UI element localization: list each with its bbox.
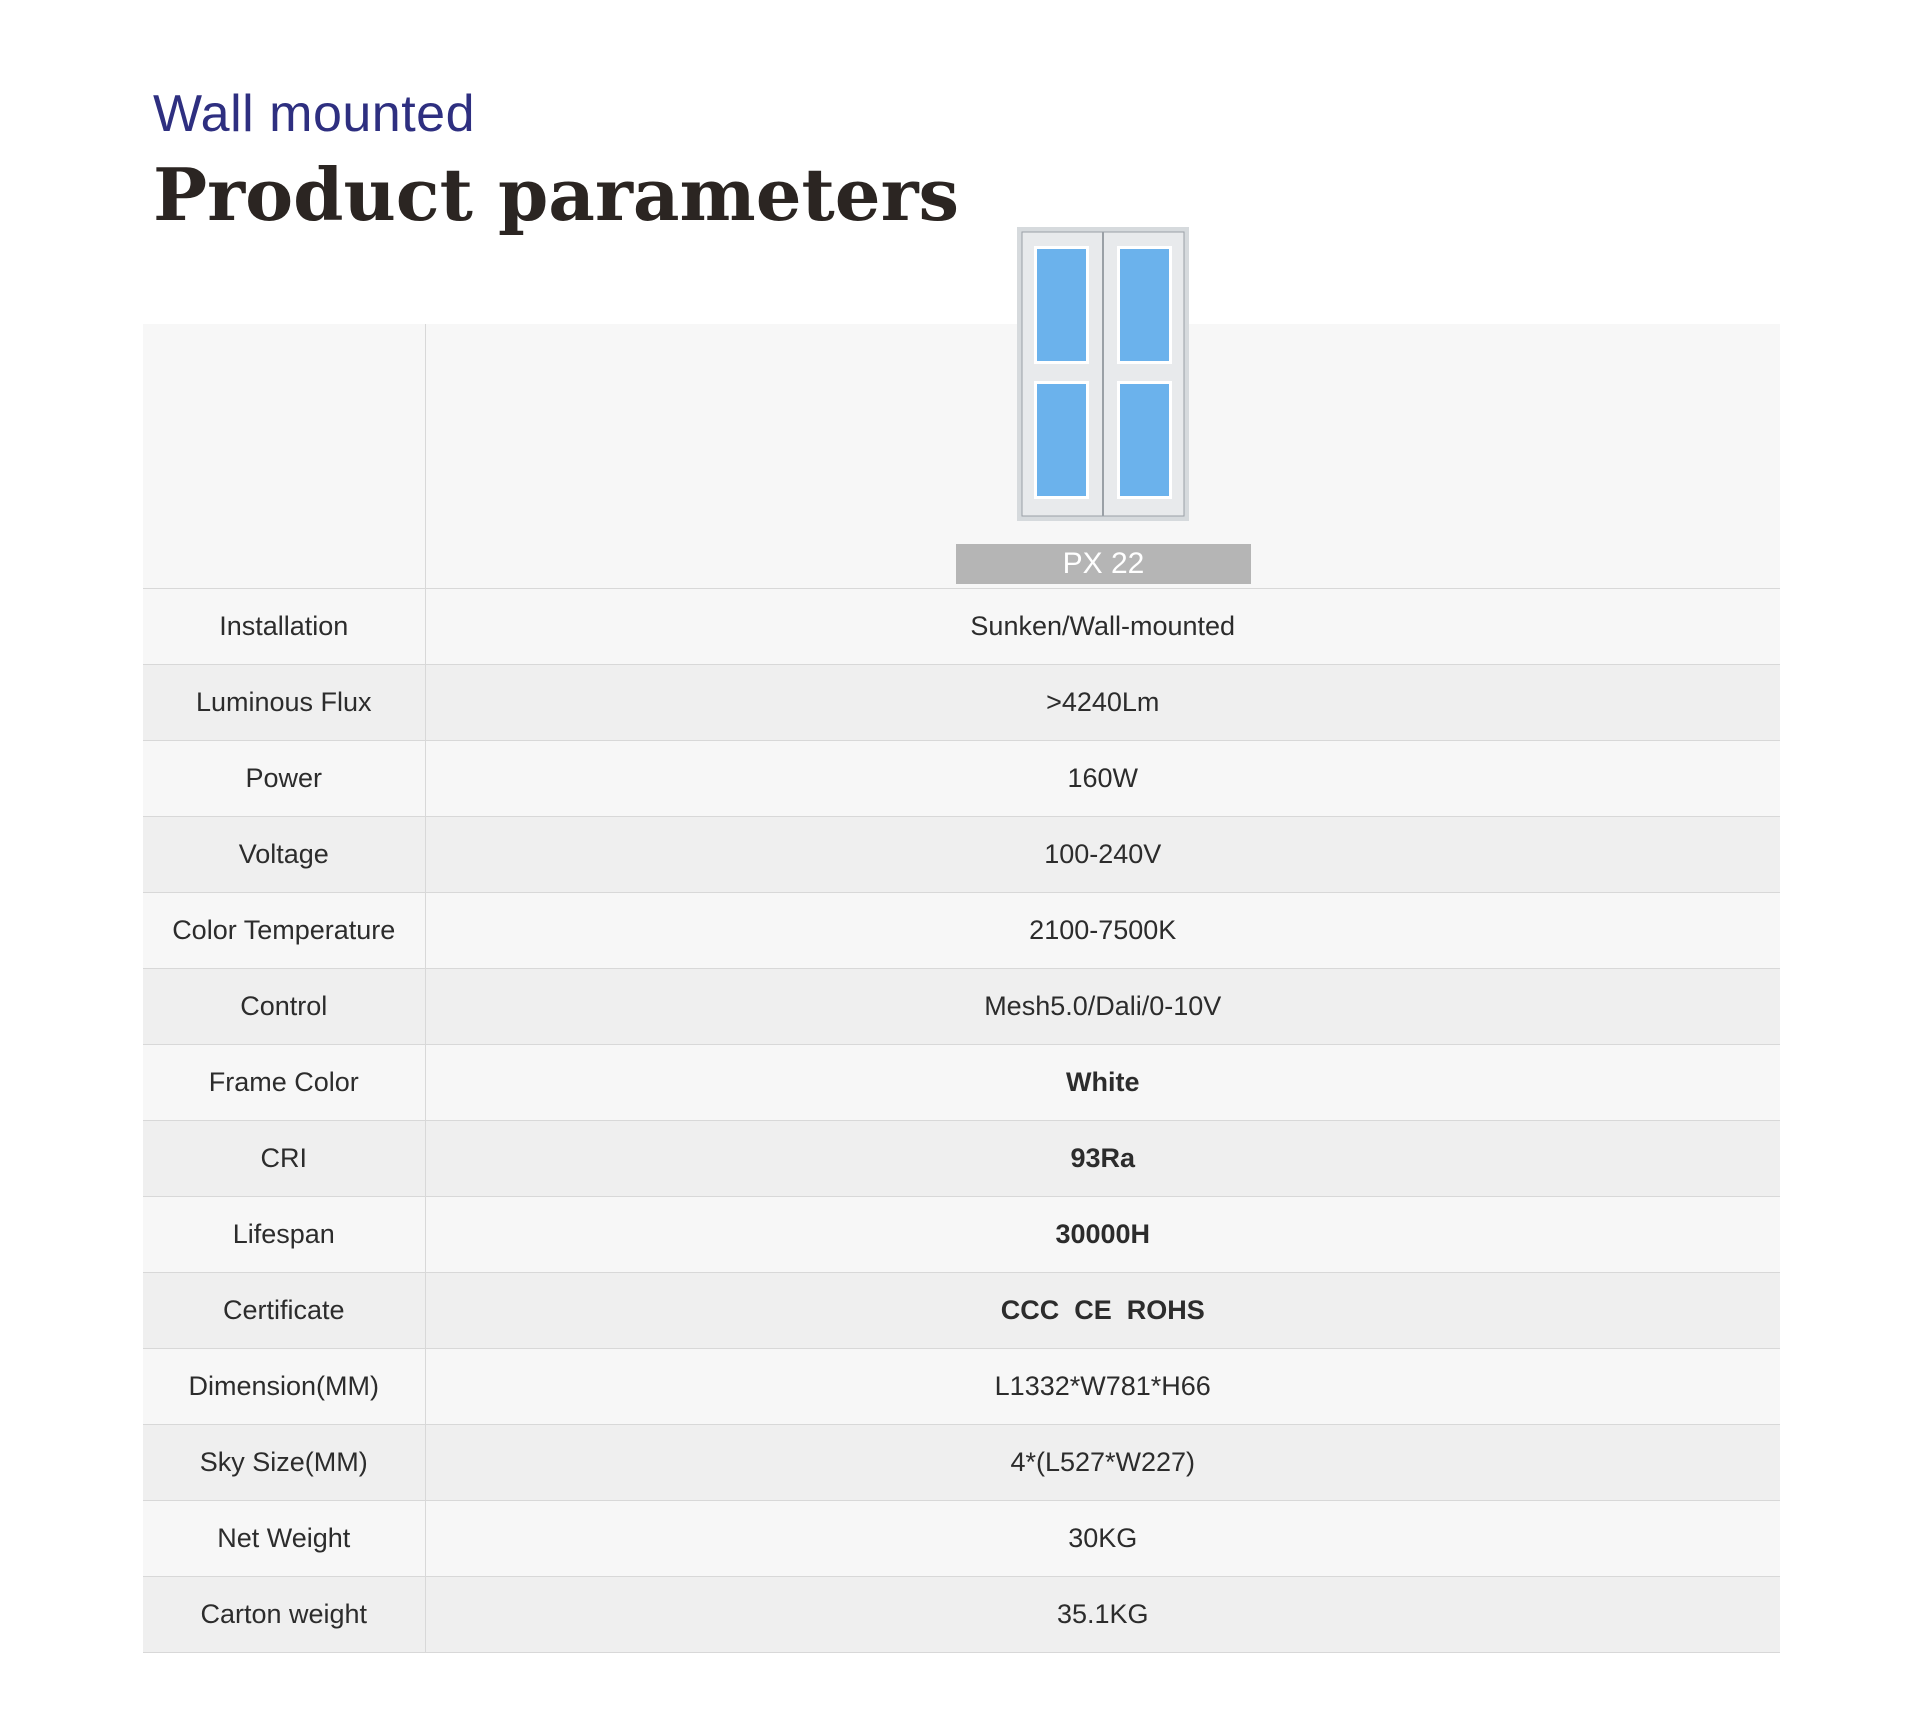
spec-value: 100-240V: [425, 817, 1780, 893]
table-row: [143, 1577, 1780, 1653]
skylight-panel-icon: [1017, 227, 1189, 521]
spec-value: >4240Lm: [425, 665, 1780, 741]
spec-label: CRI: [143, 1121, 425, 1197]
spec-value: 160W: [425, 741, 1780, 817]
table-row: [143, 817, 1780, 893]
spec-value: Sunken/Wall-mounted: [425, 589, 1780, 665]
spec-value: 30000H: [425, 1197, 1780, 1273]
spec-label: Installation: [143, 589, 425, 665]
spec-value: White: [425, 1045, 1780, 1121]
spec-label: Carton weight: [143, 1577, 425, 1653]
spec-table: [143, 324, 1780, 1653]
header-label-cell: [143, 324, 425, 589]
spec-label: Control: [143, 969, 425, 1045]
spec-value: 2100-7500K: [425, 893, 1780, 969]
spec-value: 93Ra: [425, 1121, 1780, 1197]
spec-label: Color Temperature: [143, 893, 425, 969]
page-subtitle: Wall mounted: [153, 85, 475, 143]
spec-value: Mesh5.0/Dali/0-10V: [425, 969, 1780, 1045]
spec-label: Certificate: [143, 1273, 425, 1349]
spec-label: Frame Color: [143, 1045, 425, 1121]
spec-label: Dimension(MM): [143, 1349, 425, 1425]
spec-value: L1332*W781*H66: [425, 1349, 1780, 1425]
model-badge: PX 22: [956, 544, 1251, 584]
spec-value: 30KG: [425, 1501, 1780, 1577]
table-row: [143, 1197, 1780, 1273]
spec-value: 35.1KG: [425, 1577, 1780, 1653]
table-row: [143, 1501, 1780, 1577]
spec-label: Voltage: [143, 817, 425, 893]
table-row: [143, 1045, 1780, 1121]
spec-label: Sky Size(MM): [143, 1425, 425, 1501]
spec-label: Power: [143, 741, 425, 817]
table-row: [143, 589, 1780, 665]
table-row: [143, 1425, 1780, 1501]
spec-label: Luminous Flux: [143, 665, 425, 741]
table-row: [143, 741, 1780, 817]
page-title: Product parameters: [153, 152, 960, 237]
table-row: [143, 1349, 1780, 1425]
spec-label: Lifespan: [143, 1197, 425, 1273]
table-row: [143, 1121, 1780, 1197]
spec-value: CCC CE ROHS: [425, 1273, 1780, 1349]
spec-value: 4*(L527*W227): [425, 1425, 1780, 1501]
table-row: [143, 969, 1780, 1045]
spec-label: Net Weight: [143, 1501, 425, 1577]
table-row: [143, 665, 1780, 741]
table-row: [143, 1273, 1780, 1349]
table-row: [143, 893, 1780, 969]
